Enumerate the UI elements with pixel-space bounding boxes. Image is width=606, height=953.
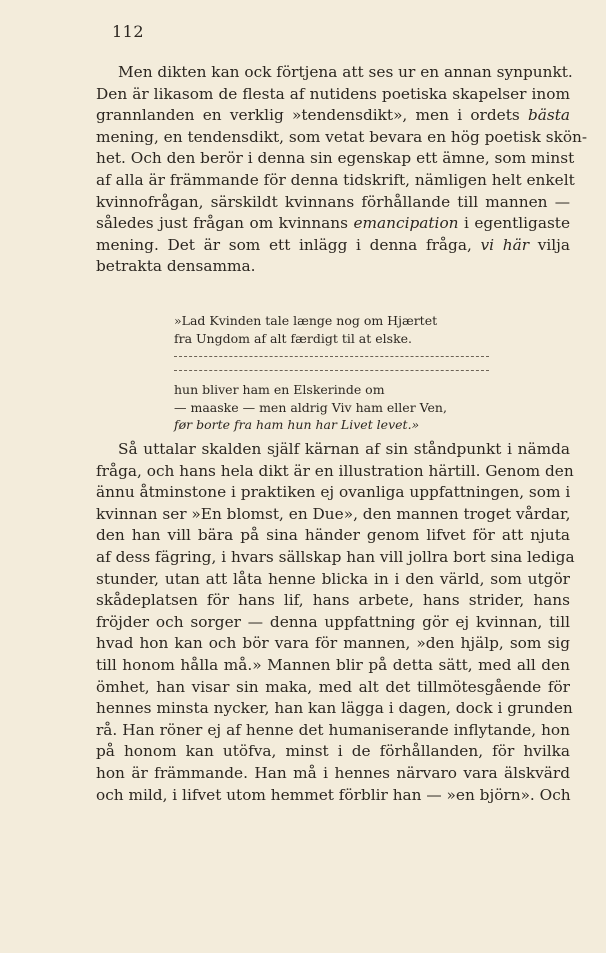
text-line: och mild, i lifvet utom hemmet förblir han — »en björn». Och	[96, 785, 571, 804]
text-line: den han vill bära på sina händer genom lifvet för att njuta	[96, 526, 570, 545]
text-line: betrakta densamma.	[96, 257, 256, 276]
text-line: kvinnofrågan, särskildt kvinnans förhållande till mannen —	[96, 192, 570, 211]
emphasized-word: emancipation	[353, 214, 459, 233]
emphasized-word: vi här	[480, 235, 530, 254]
poem-line: før borte fra ham hun har Livet levet.»	[174, 417, 420, 433]
text-line: Den är likasom de flesta af nutidens poetiska skapelser inom	[96, 84, 570, 103]
paragraph-1	[96, 62, 588, 278]
page-number: 112	[112, 22, 145, 41]
text-line: fråga, och hans hela dikt är en illustration härtill. Genom den	[96, 461, 574, 480]
poem-line: »Lad Kvinden tale længe nog om Hjærtet	[174, 313, 438, 328]
text-line: rå. Han röner ej af henne det humaniserande inflytande, hon	[96, 720, 570, 739]
text-line: hvad hon kan och bör vara för mannen, »den hjälp, som sig	[96, 634, 570, 653]
text-line: ännu åtminstone i praktiken ej ovanliga uppfattningen, som i	[96, 483, 571, 502]
text-line: stunder, utan att låta henne blicka in i den värld, som utgör	[96, 569, 570, 588]
paragraph-2	[96, 439, 575, 806]
poem-quote-1	[174, 312, 489, 357]
text-line: kvinnan ser »En blomst, en Due», den mannen troget vårdar,	[96, 504, 571, 523]
text-line: het. Och den berör i denna sin egenskap ett ämne, som minst	[96, 149, 575, 168]
text-line: mening, en tendensdikt, som vetat bevara en hög poetisk skön-	[96, 127, 588, 146]
text-line: ömhet, han visar sin maka, med alt det tillmötesgående för	[96, 677, 570, 696]
text-line: skådeplatsen för hans lif, hans arbete, hans strider, hans	[96, 591, 570, 610]
text-line: mening. Det är som ett inlägg i denna fråga, vi här vilja	[96, 235, 570, 254]
emphasized-word: bästa	[527, 106, 570, 125]
text-line: fröjder och sorger — denna uppfattning gör ej kvinnan, till	[96, 612, 570, 631]
ellipsis-dash-row	[174, 370, 489, 371]
text-line: Men dikten kan ock förtjena att ses ur en annan synpunkt.	[118, 63, 573, 81]
text-line: af alla är främmande för denna tidskrift, nämligen helt enkelt	[96, 170, 575, 189]
text-line: hon är främmande. Han må i hennes närvaro vara älskvärd	[96, 763, 570, 782]
poem-line: — maaske — men aldrig Viv ham eller Ven,	[174, 399, 447, 415]
text-line: således just frågan om kvinnans emancipation i egentligaste	[96, 214, 571, 233]
poem-quote-2	[174, 370, 489, 434]
text-line: på honom kan utöfva, minst i de förhållanden, för hvilka	[96, 742, 570, 761]
text-line: af dess fägring, i hvars sällskap han vill jollra bort sina lediga	[96, 547, 575, 566]
text-line: grannlanden en verklig »tendensdikt», men i ordets bästa	[96, 106, 570, 125]
ellipsis-dash-row	[174, 356, 489, 357]
text-line: Så uttalar skalden själf kärnan af sin ståndpunkt i nämda	[118, 440, 570, 458]
poem-line: hun bliver ham en Elskerinde om	[174, 382, 385, 397]
text-line: hennes minsta nycker, han kan lägga i dagen, dock i grunden	[96, 699, 573, 718]
poem-line: fra Ungdom af alt færdigt til at elske.	[174, 330, 413, 346]
text-line: till honom hålla må.» Mannen blir på detta sätt, med all den	[96, 655, 570, 674]
